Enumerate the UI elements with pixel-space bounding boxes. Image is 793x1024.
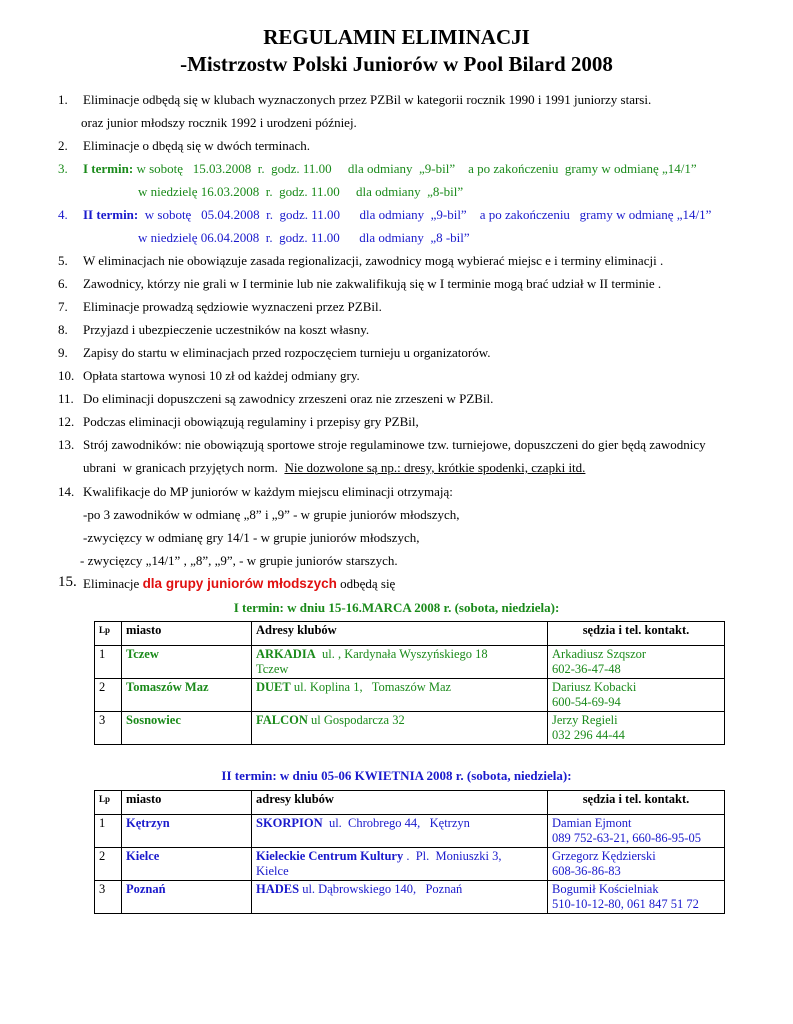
rule-text: w sobotę 15.03.2008 r. godz. 11.00 dla odmiany „9-bil” a po zakończeniu gramy w odmianę „14/1” bbox=[133, 161, 697, 176]
rule-number: 9. bbox=[58, 345, 68, 360]
club-name: SKORPION bbox=[256, 816, 323, 830]
rule-text: Do eliminacji dopuszczeni są zawodnicy zrzeszeni oraz nie zrzeszeni w PZBil. bbox=[83, 391, 494, 406]
judge-phone: 600-54-69-94 bbox=[552, 695, 621, 709]
rule-number: 7. bbox=[58, 299, 68, 314]
row-address bbox=[252, 712, 548, 745]
table-row bbox=[95, 712, 725, 745]
rule-item-4 bbox=[58, 207, 712, 223]
rule-item-14 bbox=[58, 484, 453, 500]
row-city: Tczew bbox=[122, 646, 252, 679]
rule-text: Strój zawodników: nie obowiązują sportowe stroje regulaminowe tzw. turniejowe, dopuszczeni do gier będą zawodnicy bbox=[83, 437, 706, 452]
rule-item-6 bbox=[58, 276, 662, 292]
judge-name: Arkadiusz Szqszor bbox=[552, 647, 647, 661]
rule-number: 13. bbox=[58, 437, 75, 452]
row-judge bbox=[548, 848, 725, 881]
row-address bbox=[252, 646, 548, 679]
judge-name: Jerzy Regieli bbox=[552, 713, 618, 727]
table-row bbox=[95, 881, 725, 914]
row-city: Kętrzyn bbox=[122, 815, 252, 848]
rule-text: Przyjazd i ubezpieczenie uczestników na koszt własny. bbox=[83, 322, 370, 337]
rule-text: Eliminacje bbox=[83, 576, 140, 591]
rule-number: 14. bbox=[58, 484, 75, 499]
rule-number: 11. bbox=[58, 391, 74, 406]
term-1-heading: I termin: w dniu 15-16.MARCA 2008 r. (sobota, niedziela): bbox=[233, 600, 560, 615]
row-judge bbox=[548, 881, 725, 914]
header-lp: Lp bbox=[95, 791, 122, 815]
rule-number: 4. bbox=[58, 207, 68, 222]
rule-item-14-sub-2: -zwycięzcy w odmianę gry 14/1 - w grupie juniorów młodszych, bbox=[83, 530, 420, 545]
rule-item-15 bbox=[58, 574, 396, 591]
term-1-clubs-table bbox=[94, 621, 725, 745]
club-street: ul. Dąbrowskiego 140, Poznań bbox=[299, 882, 463, 896]
row-address bbox=[252, 848, 548, 881]
row-judge bbox=[548, 646, 725, 679]
rule-text: Eliminacje odbędą się w klubach wyznaczonych przez PZBil w kategorii rocznik 1990 i 1991 juniorzy starsi. bbox=[83, 92, 652, 107]
header-city: miasto bbox=[122, 791, 252, 815]
club-street: . Pl. Moniuszki 3, bbox=[403, 849, 502, 863]
rule-item-9 bbox=[58, 345, 491, 361]
judge-name: Dariusz Kobacki bbox=[552, 680, 637, 694]
header-address: Adresy klubów bbox=[252, 622, 548, 646]
row-city: Kielce bbox=[122, 848, 252, 881]
table-header-row bbox=[95, 622, 725, 646]
rule-item-11 bbox=[58, 391, 494, 407]
rule-number: 15. bbox=[58, 574, 77, 590]
judge-phone: 089 752-63-21, 660-86-95-05 bbox=[552, 831, 701, 845]
rule-item-10 bbox=[58, 368, 360, 384]
header-lp: Lp bbox=[95, 622, 122, 646]
row-lp: 1 bbox=[95, 646, 122, 679]
club-street: ul. , Kardynała Wyszyńskiego 18 bbox=[315, 647, 488, 661]
rule-text: ubrani w granicach przyjętych norm. bbox=[83, 460, 285, 475]
club-town: Kielce bbox=[256, 864, 289, 878]
club-name: HADES bbox=[256, 882, 300, 896]
rule-item-13 bbox=[58, 437, 706, 453]
row-lp: 2 bbox=[95, 679, 122, 712]
club-street: ul. Chrobrego 44, Kętrzyn bbox=[322, 816, 470, 830]
rule-item-2 bbox=[58, 138, 311, 154]
rule-text: Opłata startowa wynosi 10 zł od każdej odmiany gry. bbox=[83, 368, 360, 383]
rule-text: Zapisy do startu w eliminacjach przed rozpoczęciem turnieju u organizatorów. bbox=[83, 345, 491, 360]
judge-phone: 032 296 44-44 bbox=[552, 728, 625, 742]
rule-text: w sobotę 05.04.2008 r. godz. 11.00 dla odmiany „9-bil” a po zakończeniu gramy w odmianę „14/1” bbox=[138, 207, 712, 222]
row-lp: 3 bbox=[95, 712, 122, 745]
club-name: DUET bbox=[256, 680, 291, 694]
rule-item-14-sub-3: - zwycięzcy „14/1” , „8”, „9”, - w grupie juniorów starszych. bbox=[80, 553, 398, 568]
row-city: Poznań bbox=[122, 881, 252, 914]
rule-item-3-continuation: w niedzielę 16.03.2008 r. godz. 11.00 dla odmiany „8-bil” bbox=[138, 184, 464, 199]
row-lp: 2 bbox=[95, 848, 122, 881]
rule-text: odbędą się bbox=[340, 576, 396, 591]
row-city: Tomaszów Maz bbox=[122, 679, 252, 712]
rule-number: 6. bbox=[58, 276, 68, 291]
rule-number: 12. bbox=[58, 414, 75, 429]
rule-item-14-sub-1: -po 3 zawodników w odmianę „8” i „9” - w grupie juniorów młodszych, bbox=[83, 507, 460, 522]
judge-name: Bogumił Kościelniak bbox=[552, 882, 659, 896]
term-2-clubs-table bbox=[94, 790, 725, 914]
table-row bbox=[95, 679, 725, 712]
prohibited-clothing-note: Nie dozwolone są np.: dresy, krótkie spodenki, czapki itd. bbox=[284, 460, 586, 475]
rule-item-4-continuation: w niedzielę 06.04.2008 r. godz. 11.00 dla odmiany „8 -bil” bbox=[138, 230, 470, 245]
rule-number: 8. bbox=[58, 322, 68, 337]
rule-text: W eliminacjach nie obowiązuje zasada regionalizacji, zawodnicy mogą wybierać miejsc e i terminy eliminacji . bbox=[83, 253, 664, 268]
rule-item-12 bbox=[58, 414, 419, 430]
rule-item-7 bbox=[58, 299, 382, 315]
row-city: Sosnowiec bbox=[122, 712, 252, 745]
table-header-row bbox=[95, 791, 725, 815]
rule-number: 10. bbox=[58, 368, 75, 383]
judge-name: Grzegorz Kędzierski bbox=[552, 849, 656, 863]
row-judge bbox=[548, 712, 725, 745]
rule-text: Podczas eliminacji obowiązują regulaminy i przepisy gry PZBil, bbox=[83, 414, 419, 429]
term-label: II termin: bbox=[83, 207, 139, 222]
rule-item-8 bbox=[58, 322, 370, 338]
term-2-heading: II termin: w dniu 05-06 KWIETNIA 2008 r. (sobota, niedziela): bbox=[221, 768, 572, 783]
judge-name: Damian Ejmont bbox=[552, 816, 632, 830]
row-judge bbox=[548, 679, 725, 712]
rule-item-3 bbox=[58, 161, 697, 177]
rule-number: 5. bbox=[58, 253, 68, 268]
club-name: Kieleckie Centrum Kultury bbox=[256, 849, 404, 863]
club-town: Tczew bbox=[256, 662, 289, 676]
club-street: ul Gospodarcza 32 bbox=[307, 713, 405, 727]
rule-text: Eliminacje o dbędą się w dwóch terminach. bbox=[83, 138, 311, 153]
table-row bbox=[95, 646, 725, 679]
judge-phone: 510-10-12-80, 061 847 51 72 bbox=[552, 897, 699, 911]
row-lp: 1 bbox=[95, 815, 122, 848]
rule-number: 1. bbox=[58, 92, 68, 107]
document-title: REGULAMIN ELIMINACJI bbox=[263, 25, 530, 49]
rule-text: Eliminacje prowadzą sędziowie wyznaczeni przez PZBil. bbox=[83, 299, 382, 314]
rule-number: 3. bbox=[58, 161, 68, 176]
rule-text: Zawodnicy, którzy nie grali w I terminie lub nie zakwalifikują się w I terminie mogą brać udział w II terminie . bbox=[83, 276, 662, 291]
club-name: FALCON bbox=[256, 713, 308, 727]
row-address bbox=[252, 815, 548, 848]
row-address bbox=[252, 881, 548, 914]
header-city: miasto bbox=[122, 622, 252, 646]
table-row bbox=[95, 815, 725, 848]
row-judge bbox=[548, 815, 725, 848]
junior-group-highlight: dla grupy juniorów młodszych bbox=[142, 576, 337, 591]
rule-item-1-continuation: oraz junior młodszy rocznik 1992 i urodzeni później. bbox=[81, 115, 357, 130]
term-label: I termin: bbox=[83, 161, 134, 176]
header-judge: sędzia i tel. kontakt. bbox=[548, 791, 725, 815]
rule-item-1 bbox=[58, 92, 652, 108]
judge-phone: 608-36-86-83 bbox=[552, 864, 621, 878]
row-address bbox=[252, 679, 548, 712]
club-name: ARKADIA bbox=[256, 647, 316, 661]
table-row bbox=[95, 848, 725, 881]
rule-text: Kwalifikacje do MP juniorów w każdym miejscu eliminacji otrzymają: bbox=[83, 484, 453, 499]
document-subtitle: -Mistrzostw Polski Juniorów w Pool Bilard 2008 bbox=[180, 52, 613, 76]
row-lp: 3 bbox=[95, 881, 122, 914]
rule-item-13-continuation bbox=[83, 460, 585, 476]
rule-number: 2. bbox=[58, 138, 68, 153]
header-address: adresy klubów bbox=[252, 791, 548, 815]
header-judge: sędzia i tel. kontakt. bbox=[548, 622, 725, 646]
club-street: ul. Koplina 1, Tomaszów Maz bbox=[290, 680, 452, 694]
judge-phone: 602-36-47-48 bbox=[552, 662, 621, 676]
rule-item-5 bbox=[58, 253, 664, 269]
